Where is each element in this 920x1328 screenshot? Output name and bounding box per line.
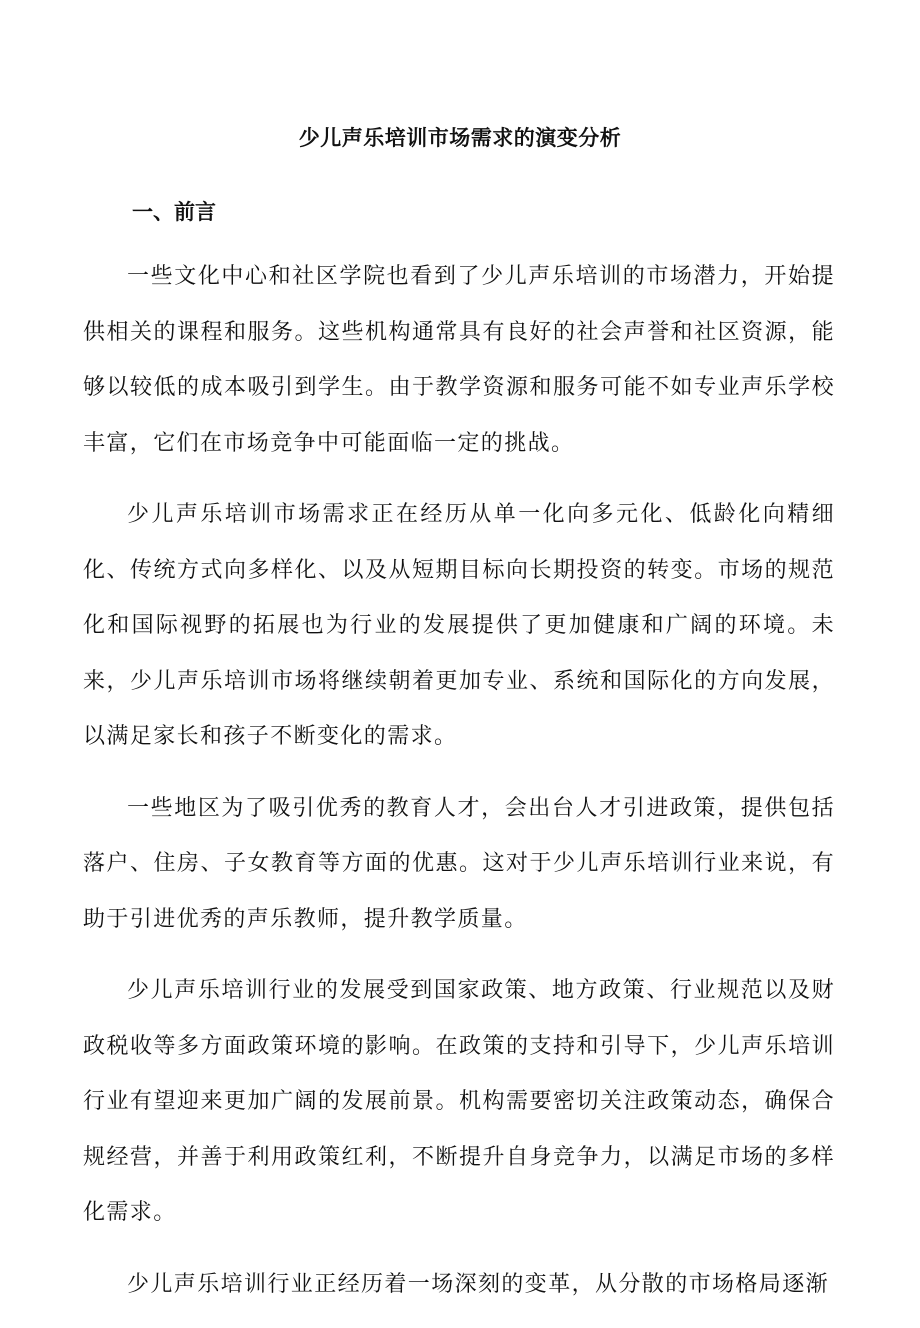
document-body (83, 249, 835, 1328)
section-heading: 一、前言 (132, 199, 216, 224)
paragraph-5: 少儿声乐培训行业正经历着一场深刻的变革，从分散的市场格局逐渐 (127, 1271, 830, 1297)
paragraph-1: 一些文化中心和社区学院也看到了少儿声乐培训的市场潜力，开始提供相关的课程和服务。这些机构通常具有良好的社会声誉和社区资源，能够以较低的成本吸引到学生。由于教学资源和服务可能不如专业声乐学校丰富，它们在市场竞争中可能面临一定的挑战。 (83, 264, 835, 456)
paragraph-2: 少儿声乐培训市场需求正在经历从单一化向多元化、低龄化向精细化、传统方式向多样化、以及从短期目标向长期投资的转变。市场的规范化和国际视野的拓展也为行业的发展提供了更加健康和广阔的环境。未来，少儿声乐培训市场将继续朝着更加专业、系统和国际化的方向发展，以满足家长和孩子不断变化的需求。 (83, 502, 835, 749)
paragraph-3: 一些地区为了吸引优秀的教育人才，会出台人才引进政策，提供包括落户、住房、子女教育等方面的优惠。这对于少儿声乐培训行业来说，有助于引进优秀的声乐教师，提升教学质量。 (83, 795, 835, 932)
document-title: 少儿声乐培训市场需求的演变分析 (298, 125, 622, 150)
paragraph-4: 少儿声乐培训行业的发展受到国家政策、地方政策、行业规范以及财政税收等多方面政策环境的影响。在政策的支持和引导下，少儿声乐培训行业有望迎来更加广阔的发展前景。机构需要密切关注政策动态，确保合规经营，并善于利用政策红利，不断提升自身竞争力，以满足市场的多样化需求。 (83, 978, 835, 1225)
